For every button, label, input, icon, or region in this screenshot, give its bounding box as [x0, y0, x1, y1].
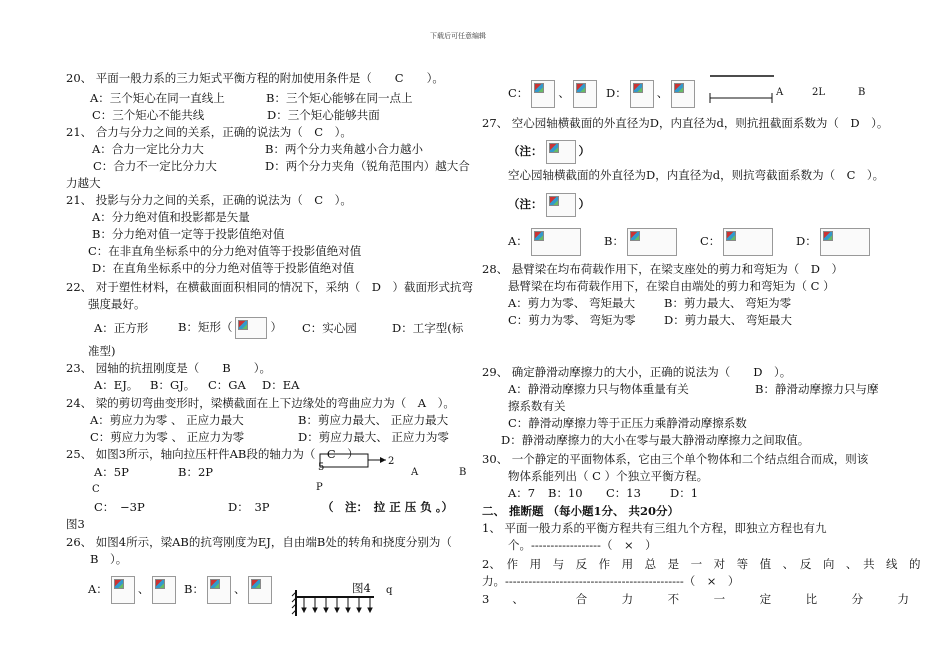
- q26-option-b: B： 、: [184, 576, 275, 604]
- figure-3-label-a: A: [411, 467, 419, 478]
- figure-4-label-q: q: [386, 585, 393, 596]
- q27-option-d: D：: [796, 228, 873, 256]
- q28-option-b: B：剪力最大、 弯矩为零: [664, 296, 792, 310]
- q21x-option-a: A：分力绝对值和投影都是矢量: [92, 210, 250, 224]
- figure-3-label-b: B: [459, 467, 467, 478]
- figure-4-caption: 图4: [352, 581, 371, 595]
- q20-option-a: A：三个矩心在同一直线上: [90, 91, 225, 105]
- q25-note: （ 注： 拉 正 压 负 。）: [322, 500, 454, 514]
- beam-label-a: A: [776, 87, 784, 98]
- q21-option-c: C：合力不一定比分力大: [93, 159, 217, 173]
- q26-option-c: C： 、: [508, 80, 600, 108]
- q21-stem: 21、 合力与分力之间的关系，正确的说法为（ C ）。: [66, 125, 352, 139]
- q26-option-a: A： 、: [88, 576, 179, 604]
- image-placeholder-icon: [671, 80, 695, 108]
- q26-option-d: D： 、: [606, 80, 698, 108]
- q30-option-d: D：1: [670, 486, 699, 500]
- q25-option-b: B：2P: [178, 465, 214, 479]
- beam-label-b: B: [858, 87, 866, 98]
- q23-stem: 23、 园轴的抗扭刚度是（ B ）。: [66, 361, 271, 375]
- q24-option-b: B：剪应力最大、 正应力最大: [298, 413, 449, 427]
- judge-2: 2、 作 用 与 反 作 用 总 是 一 对 等 值 、 反 向 、 共 线 的: [482, 557, 921, 571]
- q25-option-c: C： −3P: [94, 500, 145, 514]
- q27-option-c: C：: [700, 228, 776, 256]
- image-placeholder-icon: [531, 228, 581, 256]
- q30-option-a: A：7: [508, 486, 536, 500]
- image-placeholder-icon: [235, 317, 267, 339]
- image-placeholder-icon: [573, 80, 597, 108]
- image-placeholder-icon: [546, 140, 576, 164]
- q30-option-b: B：10: [548, 486, 583, 500]
- q29-option-b: B：静滑动摩擦力只与摩: [755, 382, 879, 396]
- q27-note: （注： ）: [508, 140, 590, 164]
- q22-option-d-cont: 准型): [88, 344, 116, 358]
- q30-stem-cont: 物体系能列出（ C ）个独立平衡方程。: [508, 469, 709, 483]
- image-placeholder-icon: [820, 228, 870, 256]
- q22-option-d: D：工字型(标: [392, 321, 464, 335]
- q21x-option-b: B：分力绝对值一定等于投影值绝对值: [92, 227, 285, 241]
- judge-2-cont: 力。----------------------------------------------（ × ）: [482, 574, 740, 588]
- judge-1: 1、 平面一般力系的平衡方程共有三组九个方程，即独立方程也有九: [482, 521, 827, 535]
- q24-stem: 24、 梁的剪切弯曲变形时，梁横截面在上下边缘处的弯曲应力为（ A ）。: [66, 396, 455, 410]
- q20-option-d: D：三个矩心能够共面: [267, 108, 380, 122]
- q23-option-b: B：GJ。: [150, 378, 196, 392]
- q20-stem: 20、 平面一般力系的三力矩式平衡方程的附加使用条件是（ C ）。: [66, 71, 444, 85]
- q26-stem: 26、 如图4所示，梁AB的抗弯刚度为EJ，自由端B处的转角和挠度分别为（: [66, 535, 452, 549]
- q29-option-b-cont: 擦系数有关: [508, 399, 566, 413]
- q27-option-b: B：: [604, 228, 680, 256]
- q22-stem-cont: 强度最好。: [88, 297, 146, 311]
- image-placeholder-icon: [723, 228, 773, 256]
- judge-1-cont: 个。------------------（ × ）: [508, 538, 657, 552]
- q21x-stem: 21、 投影与分力之间的关系，正确的说法为（ C ）。: [66, 193, 352, 207]
- q29-option-d: D：静滑动摩擦力的大小在零与最大静滑动摩擦力之间取值。: [501, 433, 810, 447]
- q29-option-a: A：静滑动摩擦力只与物体重量有关: [508, 382, 689, 396]
- image-placeholder-icon: [152, 576, 176, 604]
- q21-option-d: D：两个分力夹角（锐角范围内）越大合: [265, 159, 470, 173]
- q29-option-c: C：静滑动摩擦力等于正压力乘静滑动摩擦系数: [508, 416, 747, 430]
- q20-option-c: C：三个矩心不能共线: [92, 108, 205, 122]
- q29-stem: 29、 确定静滑动摩擦力的大小，正确的说法为（ D ）。: [482, 365, 792, 379]
- q20-option-b: B：三个矩心能够在同一点上: [266, 91, 413, 105]
- image-placeholder-icon: [207, 576, 231, 604]
- image-placeholder-icon: [627, 228, 677, 256]
- q27-option-a: A：: [508, 228, 584, 256]
- q27-stem: 27、 空心园轴横截面的外直径为D，内直径为d，则抗扭截面系数为（ D ）。: [482, 116, 889, 130]
- q23-option-a: A：EJ。: [94, 378, 139, 392]
- q24-option-a: A：剪应力为零 、 正应力最大: [90, 413, 244, 427]
- figure-3-label-c: C: [92, 484, 100, 495]
- q25-option-d: D： 3P: [228, 500, 270, 514]
- q26-answer: B ）。: [90, 552, 128, 566]
- image-placeholder-icon: [531, 80, 555, 108]
- q30-stem: 30、 一个静定的平面物体系，它由三个单个物体和二个结点组合而成，则该: [482, 452, 869, 466]
- q21x-option-c: C：在非直角坐标系中的分力绝对值等于投影值绝对值: [88, 244, 362, 258]
- page-header: 下载后可任意编辑: [430, 32, 486, 40]
- q22-option-b: B：矩形（ ）: [178, 317, 282, 339]
- judge-3: 3 、 合 力 不 一 定 比 分 力: [482, 592, 910, 606]
- q24-option-c: C：剪应力为零 、 正应力为零: [90, 430, 245, 444]
- beam-label-2l: 2L: [812, 87, 826, 98]
- image-placeholder-icon: [546, 193, 576, 217]
- q21-option-d-cont: 力越大: [66, 176, 101, 190]
- figure-3-label-p: P: [316, 482, 323, 493]
- q27b-stem: 空心园轴横截面的外直径为D，内直径为d，则抗弯截面系数为（ C ）。: [508, 168, 885, 182]
- q21-option-b: B：两个分力夹角越小合力越小: [265, 142, 423, 156]
- q25-option-a: A：5P: [94, 465, 129, 479]
- q28-option-a: A：剪力为零、 弯矩最大: [508, 296, 635, 310]
- q23-option-c: C：GA: [208, 378, 246, 392]
- section-2-title: 二、 推断题 （每小题1分、 共20分）: [482, 504, 680, 518]
- image-placeholder-icon: [630, 80, 654, 108]
- q23-option-d: D：EA: [262, 378, 300, 392]
- q24-option-d: D：剪应力最大、 正应力为零: [298, 430, 449, 444]
- q28b-stem: 悬臂梁在均布荷载作用下，在梁自由端处的剪力和弯矩为（ C ）: [508, 279, 835, 293]
- q28-stem: 28、 悬臂梁在均布荷载作用下，在梁支座处的剪力和弯矩为（ D ）: [482, 262, 844, 276]
- q30-option-c: C：13: [606, 486, 641, 500]
- q28-option-c: C：剪力为零、 弯矩为零: [508, 313, 636, 327]
- figure-3-caption: 图3: [66, 517, 85, 531]
- q28-option-d: D：剪力最大、 弯矩最大: [664, 313, 792, 327]
- q22-option-c: C：实心园: [302, 321, 357, 335]
- figure-3-label-5: 5: [318, 462, 325, 473]
- image-placeholder-icon: [111, 576, 135, 604]
- figure-3-label-2: 2: [388, 456, 395, 467]
- figure-3-bar: [300, 451, 390, 471]
- q21x-option-d: D：在直角坐标系中的分力绝对值等于投影值绝对值: [92, 261, 355, 275]
- q27b-note: （注： ）: [508, 193, 590, 217]
- q22-stem: 22、 对于塑性材料，在横截面面积相同的情况下，采纳（ D ）截面形式抗弯: [66, 280, 474, 294]
- q21-option-a: A：合力一定比分力大: [92, 142, 204, 156]
- q25-stem: 25、 如图3所示，轴向拉压杆件AB段的轴力为（ C ）: [66, 447, 359, 461]
- image-placeholder-icon: [248, 576, 272, 604]
- figure-4-beam-dimension: [706, 72, 776, 106]
- q22-option-a: A：正方形: [94, 321, 149, 335]
